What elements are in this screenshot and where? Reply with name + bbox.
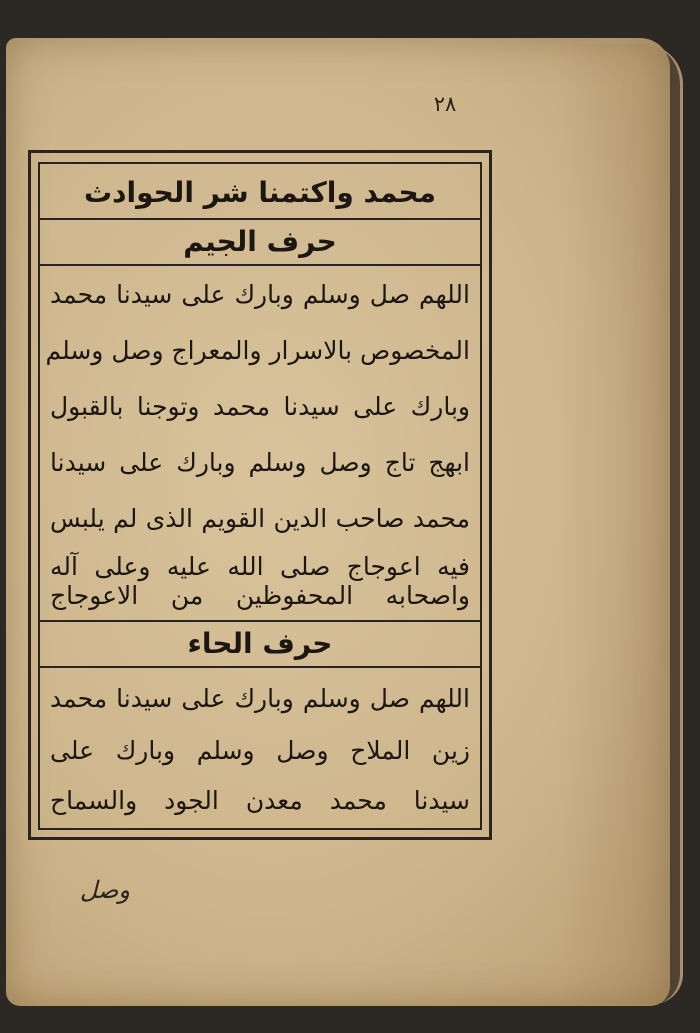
section-heading-jim: حرف الجيم bbox=[183, 225, 337, 258]
text-line: اللهم صل وسلم وبارك على سيدنا محمد bbox=[50, 684, 470, 713]
catchword: وصل bbox=[79, 876, 130, 904]
text-line: محمد صاحب الدين القويم الذى لم يلبس bbox=[50, 504, 470, 533]
divider bbox=[38, 666, 482, 668]
text-line: زين الملاح وصل وسلم وبارك على bbox=[50, 736, 470, 765]
text-line: اللهم صل وسلم وبارك على سيدنا محمد bbox=[50, 280, 470, 309]
text-line: سيدنا محمد معدن الجود والسماح bbox=[50, 786, 470, 815]
page-number: ٢٨ bbox=[433, 92, 457, 116]
text-line: وبارك على سيدنا محمد وتوجنا بالقبول bbox=[50, 392, 470, 421]
text-line: ابهج تاج وصل وسلم وبارك على سيدنا bbox=[50, 448, 470, 477]
header-line: محمد واكتمنا شر الحوادث bbox=[83, 176, 437, 209]
text-line: فيه اعوجاج صلى الله عليه وعلى آله bbox=[50, 552, 470, 581]
text-line: المخصوص بالاسرار والمعراج وصل وسلم bbox=[45, 336, 470, 365]
text-line: واصحابه المحفوظين من الاعوجاج bbox=[50, 581, 470, 610]
section-heading-ha: حرف الحاء bbox=[187, 627, 333, 660]
page-edge bbox=[560, 44, 683, 1004]
